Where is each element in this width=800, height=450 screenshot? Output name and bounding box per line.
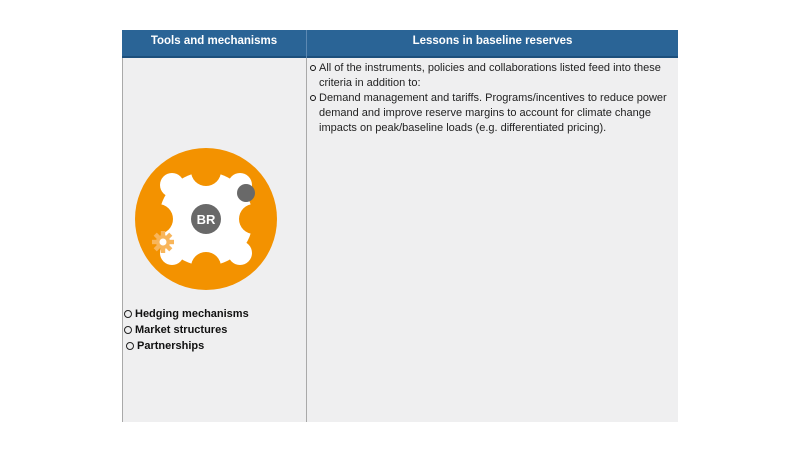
gear-graphic [134, 147, 278, 291]
dark-dot-icon [237, 184, 255, 202]
br-badge-text: BR [196, 212, 216, 227]
tool-market-structures: Market structures [135, 324, 228, 336]
circle-bullet-icon [310, 65, 316, 71]
list-item [124, 338, 249, 354]
tool-partnerships: Partnerships [137, 340, 205, 352]
lessons-list [310, 61, 674, 136]
circle-bullet-icon [124, 326, 132, 334]
lesson-instruments-text: All of the instruments, policies and collaborations listed feed into these criteria in addition to: [319, 62, 661, 89]
circle-bullet-icon [124, 310, 132, 318]
tools-list [124, 306, 249, 354]
column-divider [306, 58, 307, 422]
list-item [310, 91, 674, 136]
small-gear-icon [152, 231, 174, 253]
list-item [310, 61, 674, 91]
list-item [124, 322, 249, 338]
table-header [122, 30, 678, 58]
circle-bullet-icon [126, 342, 134, 350]
list-item [124, 306, 249, 322]
header-lessons-in-baseline-reserves: Lessons in baseline reserves [412, 35, 573, 47]
info-table [122, 30, 678, 422]
header-tools-and-mechanisms: Tools and mechanisms [150, 35, 278, 47]
gear-icon [134, 147, 278, 291]
lesson-demand-management-text: Demand management and tariffs. Programs/incentives to reduce power demand and improve reserve margins to account for climate change impacts on peak/baseline loads (e.g. differentiated pricing). [319, 92, 667, 134]
circle-bullet-icon [310, 95, 316, 101]
tool-hedging-mechanisms: Hedging mechanisms [135, 308, 249, 320]
left-border [122, 58, 123, 422]
